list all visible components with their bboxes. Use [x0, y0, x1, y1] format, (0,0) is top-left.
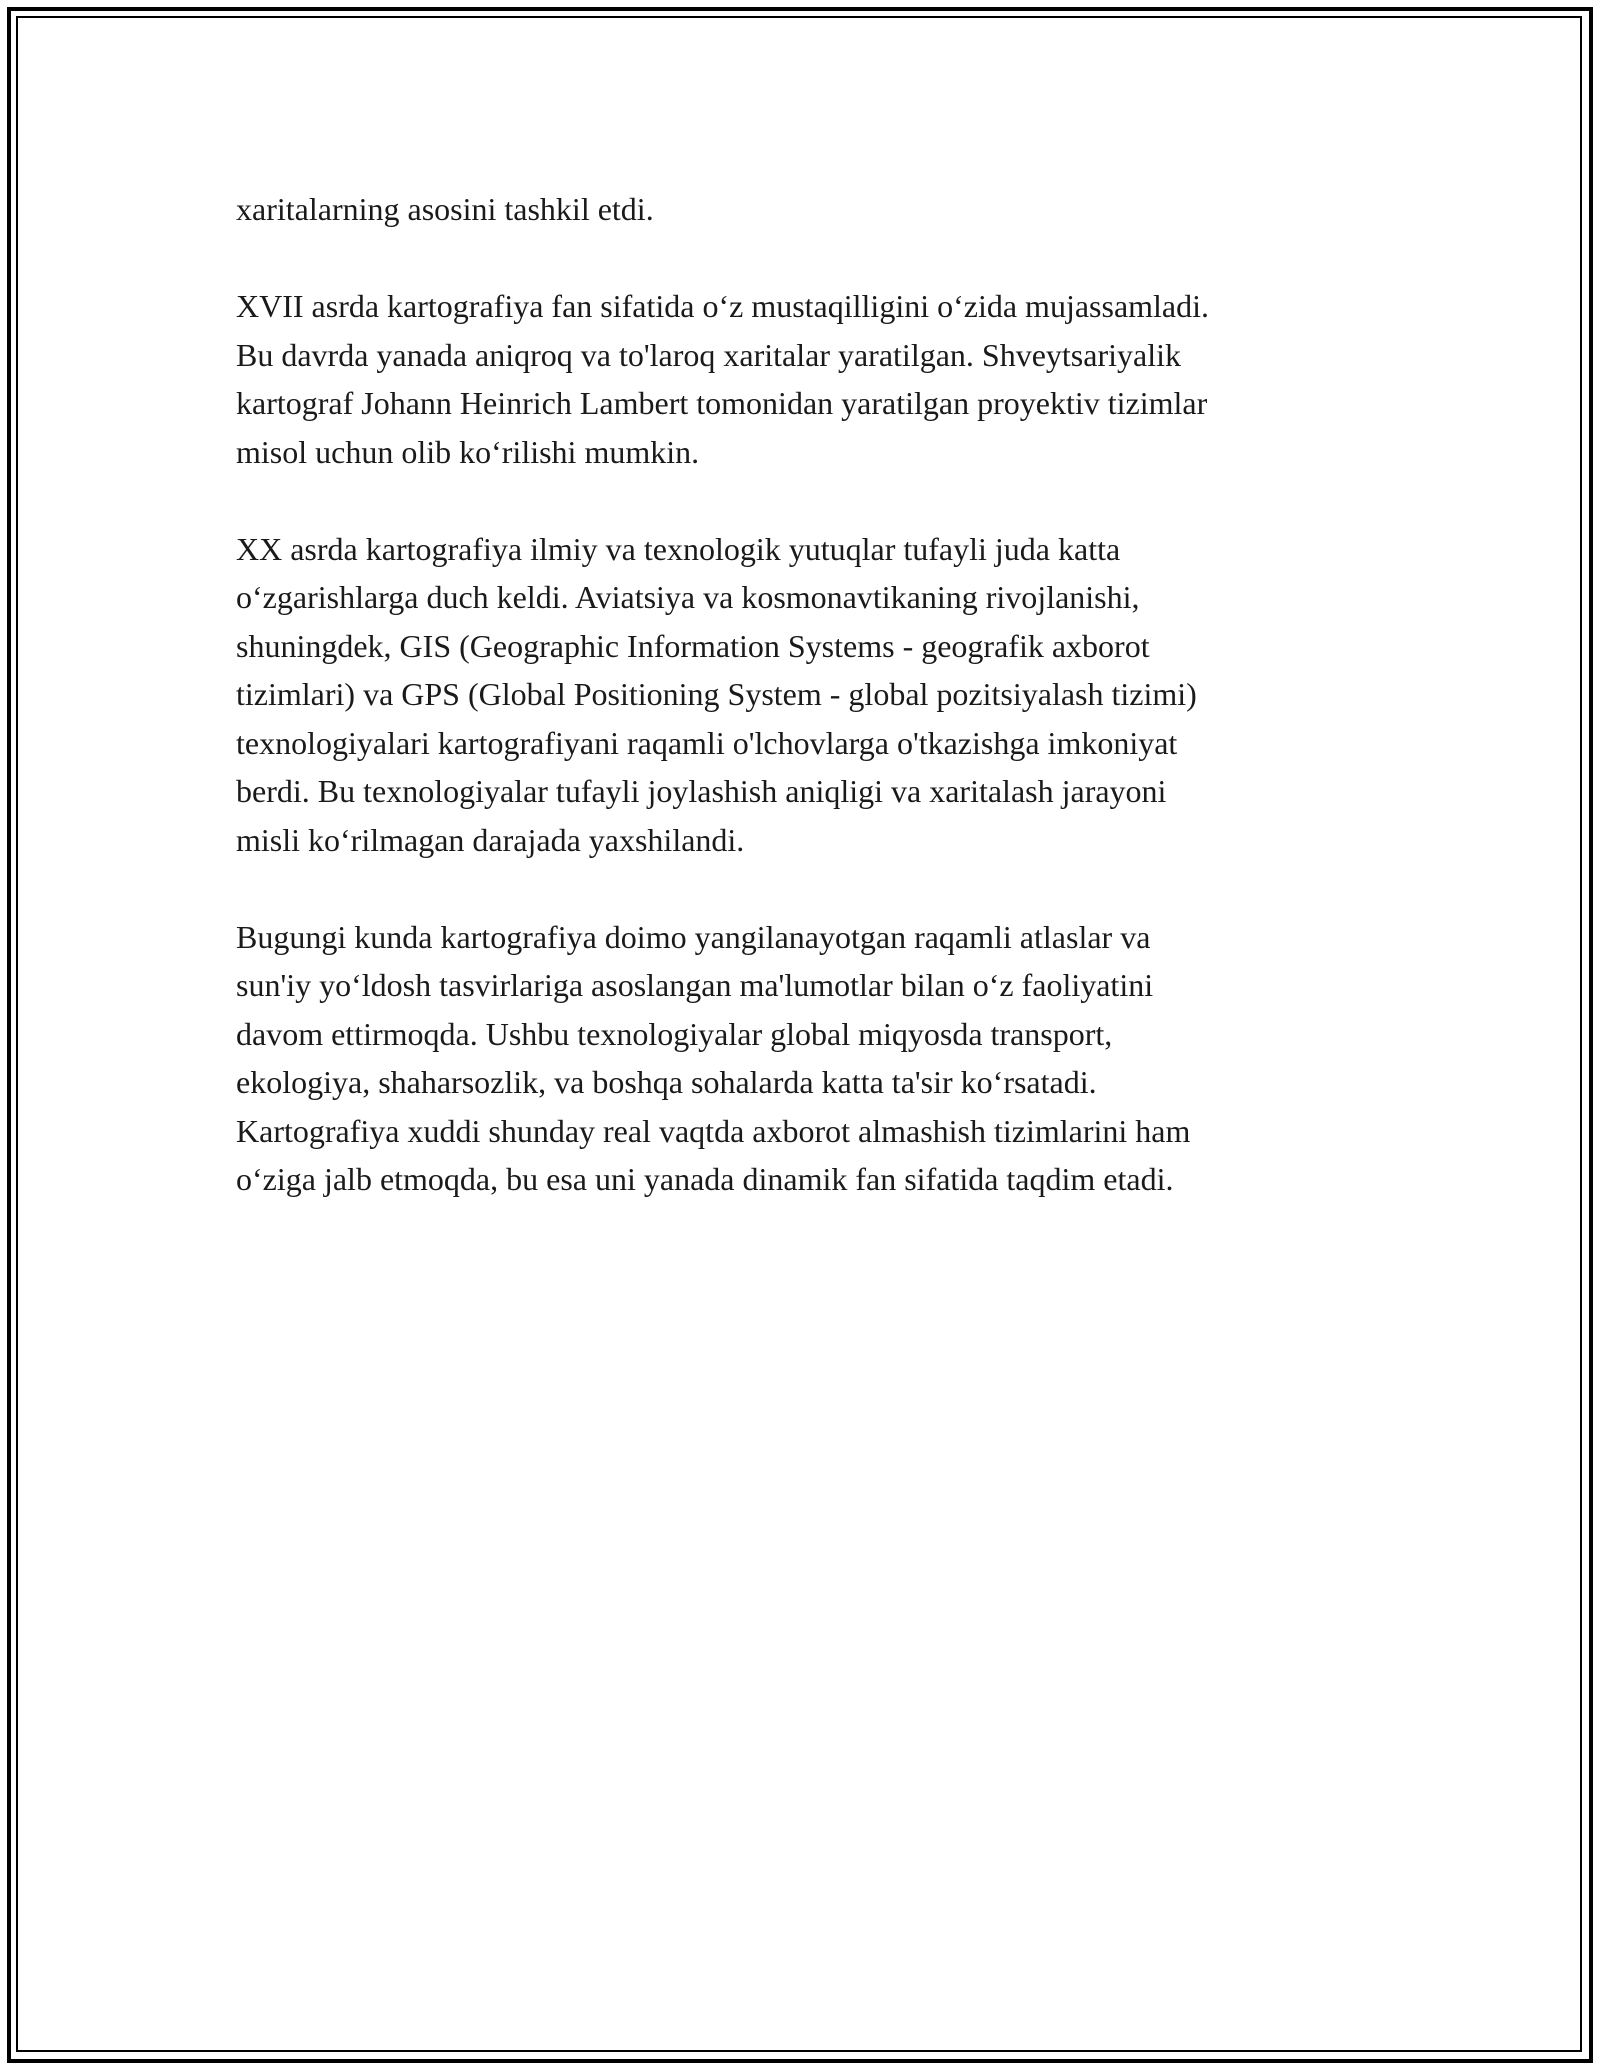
document-body	[236, 185, 1366, 1252]
paragraph-3: XX asrda kartografiya ilmiy va texnologik yutuqlar tufayli juda katta o‘zgarishlarga duch keldi. Aviatsiya va kosmonavtikaning rivojlanishi, shuningdek, GIS (Geographic Information Systems - geografik axborot tizimlari) va GPS (Global Positioning System - global pozitsiyalash tizimi) texnologiyalari kartografiyani raqamli o'lchovlarga o'tkazishga imkoniyat berdi. Bu texnologiyalar tufayli joylashish aniqligi va xaritalash jarayoni misli ko‘rilmagan darajada yaxshilandi.	[236, 530, 1197, 858]
paragraph-2: XVII asrda kartografiya fan sifatida o‘z mustaqilligini o‘zida mujassamladi. Bu davrda yanada aniqroq va to'laroq xaritalar yaratilgan. Shveytsariyalik kartograf Johann Heinrich Lambert tomonidan yaratilgan proyektiv tizimlar misol uchun olib ko‘rilishi mumkin.	[236, 288, 1210, 470]
paragraph-4: Bugungi kunda kartografiya doimo yangilanayotgan raqamli atlaslar va sun'iy yo‘ldosh tasvirlariga asoslangan ma'lumotlar bilan o‘z faoliyatini davom ettirmoqda. Ushbu texnologiyalar global miqyosda transport, ekologiya, shaharsozlik, va boshqa sohalarda katta ta'sir ko‘rsatadi. Kartografiya xuddi shunday real vaqtda axborot almashish tizimlarini ham o‘ziga jalb etmoqda, bu esa uni yanada dinamik fan sifatida taqdim etadi.	[236, 918, 1191, 1197]
paragraph-1: xaritalarning asosini tashkil etdi.	[236, 191, 654, 227]
